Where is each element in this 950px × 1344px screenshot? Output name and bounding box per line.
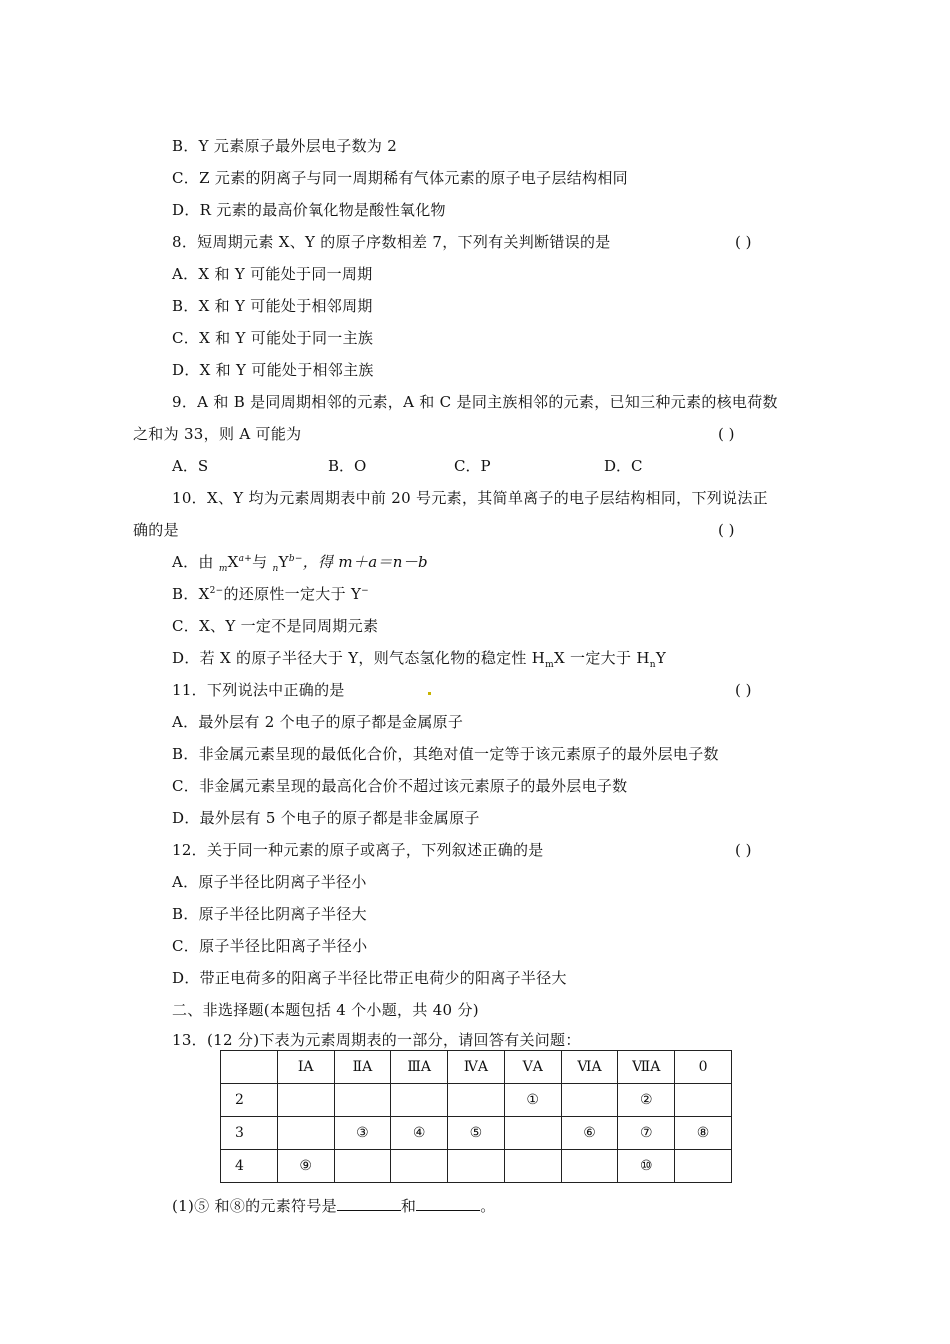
q13-sub1-mid: 和: [400, 1197, 417, 1215]
q10-a-mid: 与: [252, 553, 273, 571]
q10-option-c: C．X、Y 一定不是同周期元素: [172, 617, 379, 635]
q12-option-c: C．原子半径比阳离子半径小: [172, 937, 368, 955]
q7-option-c: C．Z 元素的阴离子与同一周期稀有气体元素的原子电子层结构相同: [172, 169, 628, 187]
table-header-cell: ⅤA: [504, 1051, 561, 1084]
q10-a-tail: ，得 m＋a＝n－b: [302, 553, 428, 571]
answer-blank-2[interactable]: [416, 1194, 480, 1211]
q9-stem-line1: 9．A 和 B 是同周期相邻的元素，A 和 C 是同主族相邻的元素，已知三种元素的核电荷数: [172, 393, 778, 411]
table-header-cell: ⅠA: [277, 1051, 334, 1084]
table-cell: [277, 1117, 334, 1150]
q8-stem: 8．短周期元素 X、Y 的原子序数相差 7，下列有关判断错误的是: [172, 233, 611, 251]
q8-option-b: B．X 和 Y 可能处于相邻周期: [172, 297, 373, 315]
q9-option-c: C．P: [454, 457, 491, 475]
stray-dot: [428, 692, 431, 695]
q8-option-a: A．X 和 Y 可能处于同一周期: [172, 265, 373, 283]
q9-option-d: D．C: [604, 457, 643, 475]
table-cell: [334, 1084, 391, 1117]
table-cell: [221, 1051, 278, 1084]
table-cell: [448, 1150, 505, 1183]
table-header-row: [221, 1051, 732, 1084]
q10-a-y: Y: [278, 553, 289, 571]
q10-stem-line2: 确的是: [133, 521, 179, 539]
q11-option-c: C．非金属元素呈现的最高化合价不超过该元素原子的最外层电子数: [172, 777, 628, 795]
q13-sub1-pre: (1)⑤ 和⑧的元素符号是: [172, 1197, 337, 1215]
q10-b-pre: B．X: [172, 585, 210, 603]
table-cell: [334, 1150, 391, 1183]
q10-answer-paren: ( ): [718, 521, 735, 539]
table-cell: [448, 1084, 505, 1117]
table-cell: [561, 1150, 618, 1183]
q10-b-sup2: −: [361, 586, 369, 596]
table-cell: ⑧: [675, 1117, 732, 1150]
table-cell: [675, 1150, 732, 1183]
q10-a-prefix: A．由: [172, 553, 219, 571]
table-cell: ⑥: [561, 1117, 618, 1150]
q8-option-d: D．X 和 Y 可能处于相邻主族: [172, 361, 374, 379]
period-label: 2: [221, 1084, 278, 1117]
q12-option-b: B．原子半径比阴离子半径大: [172, 905, 367, 923]
table-header-cell: ⅥA: [561, 1051, 618, 1084]
q10-option-b: [172, 584, 369, 604]
q13-stem: 13．(12 分)下表为元素周期表的一部分，请回答有关问题：: [172, 1031, 581, 1049]
table-cell: ⑩: [618, 1150, 675, 1183]
q10-stem-line1: 10．X、Y 均为元素周期表中前 20 号元素，其简单离子的电子层结构相同，下列说法正: [172, 489, 768, 507]
q10-b-sup: 2−: [209, 586, 224, 596]
table-cell: [391, 1084, 448, 1117]
q7-option-b: B．Y 元素原子最外层电子数为 2: [172, 137, 398, 155]
table-row: [221, 1084, 732, 1117]
table-header-cell: ⅦA: [618, 1051, 675, 1084]
q8-answer-paren: ( ): [735, 233, 752, 251]
table-header-cell: ⅣA: [448, 1051, 505, 1084]
q10-a-sup1: a+: [238, 554, 253, 564]
q10-d-mid: X 一定大于 H: [554, 649, 650, 667]
q12-answer-paren: ( ): [735, 841, 752, 859]
table-cell: [504, 1117, 561, 1150]
table-cell: ④: [391, 1117, 448, 1150]
table-cell: ②: [618, 1084, 675, 1117]
q9-stem-line2: 之和为 33，则 A 可能为: [133, 425, 302, 443]
q12-stem: 12．关于同一种元素的原子或离子，下列叙述正确的是: [172, 841, 544, 859]
table-cell: ③: [334, 1117, 391, 1150]
answer-blank-1[interactable]: [337, 1194, 401, 1211]
q9-option-a: A．S: [172, 457, 209, 475]
q7-option-d: D．R 元素的最高价氧化物是酸性氧化物: [172, 201, 446, 219]
period-label: 3: [221, 1117, 278, 1150]
q9-answer-paren: ( ): [718, 425, 735, 443]
table-row: [221, 1117, 732, 1150]
table-cell: ⑨: [277, 1150, 334, 1183]
q10-a-m: m: [218, 564, 228, 574]
q10-option-a: [172, 552, 428, 572]
period-label: 4: [221, 1150, 278, 1183]
q12-option-a: A．原子半径比阴离子半径小: [172, 873, 367, 891]
q10-b-mid: 的还原性一定大于 Y: [223, 585, 362, 603]
q11-option-d: D．最外层有 5 个电子的原子都是非金属原子: [172, 809, 480, 827]
q8-option-c: C．X 和 Y 可能处于同一主族: [172, 329, 374, 347]
table-header-cell: ⅢA: [391, 1051, 448, 1084]
q10-d-pre: D．若 X 的原子半径大于 Y，则气态氢化物的稳定性 H: [172, 649, 546, 667]
table-cell: [504, 1150, 561, 1183]
q10-a-sup2: b−: [288, 554, 303, 564]
table-row: [221, 1150, 732, 1183]
q13-sub1: [172, 1194, 496, 1216]
q11-option-b: B．非金属元素呈现的最低化合价，其绝对值一定等于该元素原子的最外层电子数: [172, 745, 719, 763]
table-cell: [675, 1084, 732, 1117]
table-cell: [391, 1150, 448, 1183]
q9-option-b: B．O: [328, 457, 367, 475]
q10-a-x: X: [227, 553, 239, 571]
table-cell: [277, 1084, 334, 1117]
table-cell: ⑤: [448, 1117, 505, 1150]
periodic-table-excerpt: [220, 1050, 732, 1183]
q11-answer-paren: ( ): [735, 681, 752, 699]
table-header-cell: ⅡA: [334, 1051, 391, 1084]
table-cell: [561, 1084, 618, 1117]
table-cell: ①: [504, 1084, 561, 1117]
q10-d-end: Y: [655, 649, 667, 667]
table-header-cell: 0: [675, 1051, 732, 1084]
q10-d-sub2: n: [649, 660, 656, 670]
q10-d-sub1: m: [545, 660, 555, 670]
section2-heading: 二、非选择题(本题包括 4 个小题，共 40 分): [172, 1001, 479, 1019]
q10-option-d: [172, 648, 666, 668]
q10-a-n: n: [272, 564, 279, 574]
q11-stem: 11．下列说法中正确的是: [172, 681, 345, 699]
table-cell: ⑦: [618, 1117, 675, 1150]
q13-sub1-end: 。: [480, 1197, 496, 1215]
q12-option-d: D．带正电荷多的阳离子半径比带正电荷少的阳离子半径大: [172, 969, 567, 987]
q11-option-a: A．最外层有 2 个电子的原子都是金属原子: [172, 713, 464, 731]
